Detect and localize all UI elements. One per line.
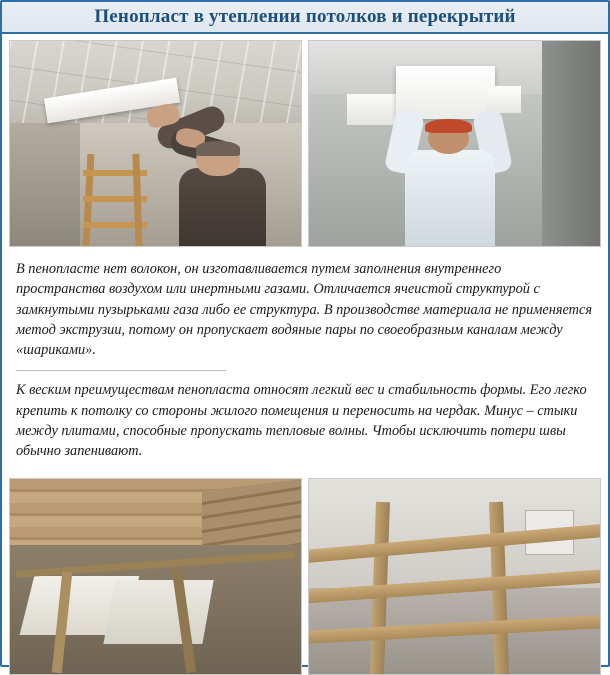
photo-worker-mounting-foam-block-on-wall (308, 40, 601, 247)
worker-torso (405, 150, 495, 246)
step-ladder (83, 154, 147, 246)
ladder-rung (83, 170, 147, 176)
ladder-rung (83, 222, 147, 228)
photo-wooden-joists-over-ceiling (308, 478, 601, 675)
paragraph-divider (16, 370, 226, 371)
photo-man-installing-foam-panel-on-ceiling (9, 40, 302, 247)
worker-torso (179, 168, 266, 247)
photo-attic-floor-with-foam-sheets (9, 478, 302, 675)
foam-block-right (487, 86, 522, 113)
worker-hair (196, 141, 240, 155)
paragraph-2: К веским преимуществам пенопласта относят легкий вес и стабильность формы. Его легко крепить к потолку со стороны жилого помещения и переносить на чердак. Минус – стыки между плитами, способные пропускать тепловые волны. Чтобы исключить потери швы обычно запенивают. (16, 382, 587, 460)
ladder-rung (83, 196, 147, 202)
page-title: Пенопласт в утеплении потолков и перекрытий (94, 6, 516, 27)
side-wall (542, 41, 600, 246)
left-wall (10, 123, 86, 246)
top-photo-row (2, 34, 608, 247)
document-title-bar (2, 2, 608, 34)
paragraph-1: В пенопласте нет волокон, он изготавливается путем заполнения внутреннего пространства воздухом или инертными газами. Отличается ячеистой структурой с замкнутыми пузырьками газа либо ее структура. В производстве материала не применяется метод экструзии, потому он пропускает водяные пары по своеобразным каналам между «шариками». (16, 261, 592, 359)
safety-helmet (425, 119, 472, 133)
bottom-photo-row (2, 472, 608, 675)
foam-sheet-2 (103, 580, 213, 644)
article-text-block (2, 247, 608, 472)
